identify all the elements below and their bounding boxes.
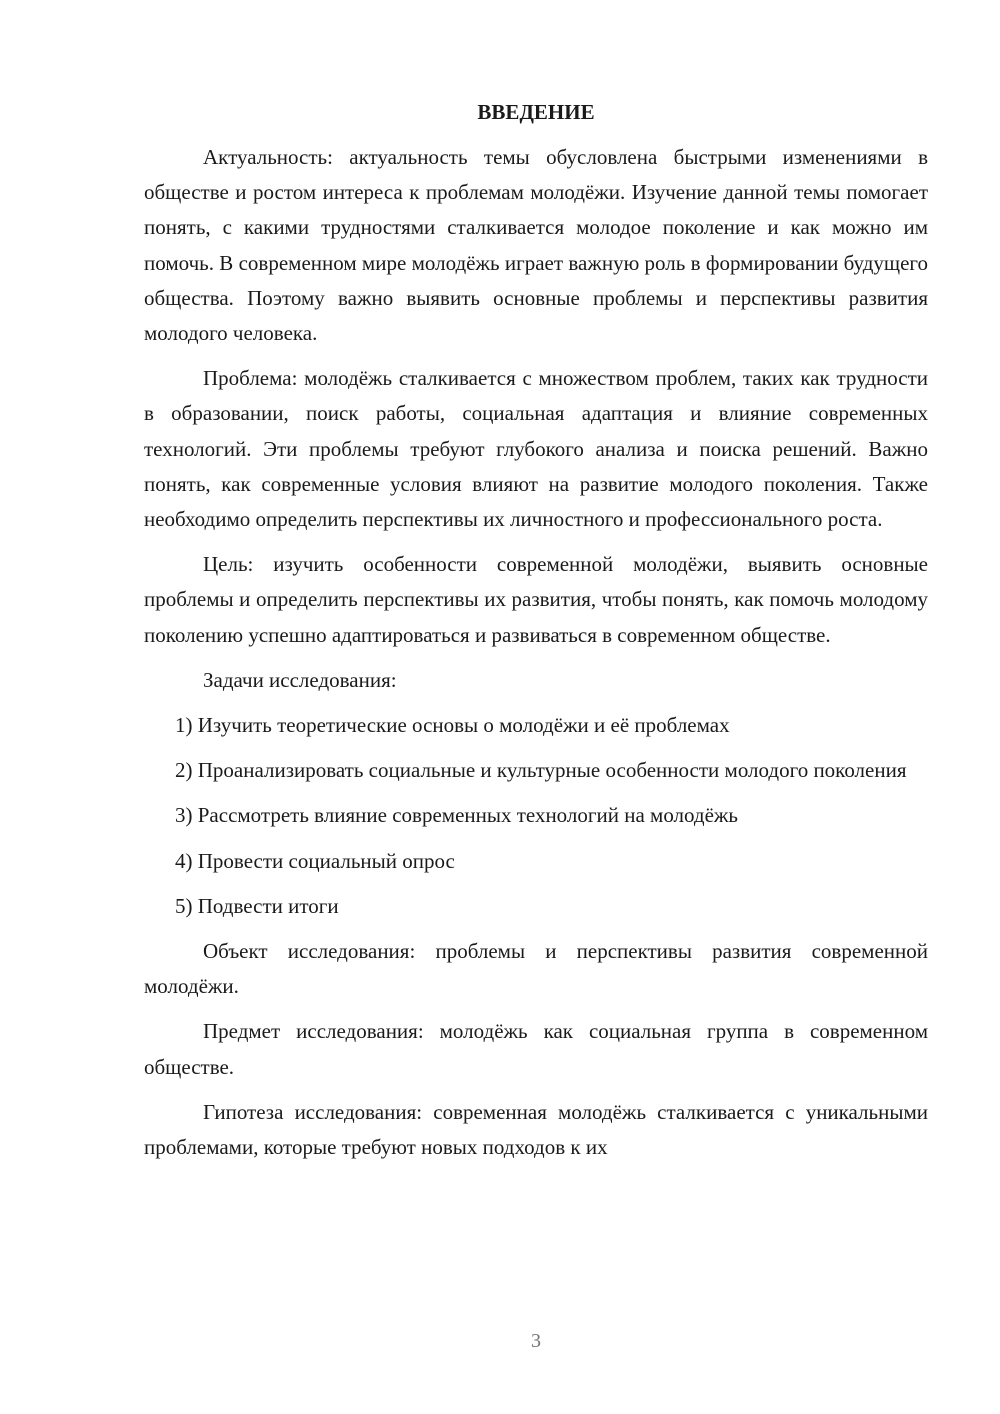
page-number: 3: [531, 1330, 541, 1352]
page-content: [144, 95, 928, 1175]
task-item-2: 2) Проанализировать социальные и культурные особенности молодого поколения: [175, 758, 907, 783]
paragraph-goal: Цель: изучить особенности современной молодёжи, выявить основные проблемы и определить перспективы их развития, чтобы понять, как помочь молодому поколению успешно адаптироваться и развиваться в современном обществе.: [144, 552, 928, 647]
paragraph-object: Объект исследования: проблемы и перспективы развития современной молодёжи.: [144, 939, 928, 999]
paragraph-problem: Проблема: молодёжь сталкивается с множеством проблем, таких как трудности в образовании, поиск работы, социальная адаптация и влияние современных технологий. Эти проблемы требуют глубокого анализа и поиска решений. Важно понять, как современные условия влияют на развитие молодого поколения. Также необходимо определить перспективы их личностного и профессионального роста.: [144, 366, 928, 532]
paragraph-hypothesis: Гипотеза исследования: современная молодёжь сталкивается с уникальными проблемами, которые требуют новых подходов к их: [144, 1099, 928, 1160]
task-item-4: 4) Провести социальный опрос: [175, 848, 455, 873]
task-item-3: 3) Рассмотреть влияние современных технологий на молодёжь: [175, 803, 739, 828]
paragraph-subject: Предмет исследования: молодёжь как социальная группа в современном обществе.: [144, 1019, 928, 1079]
paragraph-relevance: Актуальность: актуальность темы обусловлена быстрыми изменениями в обществе и ростом интереса к проблемам молодёжи. Изучение данной темы помогает понять, с какими трудностями сталкивается молодое поколение и как можно им помочь. В современном мире молодёжь играет важную роль в формировании будущего общества. Поэтому важно выявить основные проблемы и перспективы развития молодого человека.: [144, 145, 928, 346]
tasks-heading: Задачи исследования:: [203, 667, 397, 692]
task-item-1: 1) Изучить теоретические основы о молодёжи и её проблемах: [175, 713, 730, 738]
section-title: ВВЕДЕНИЕ: [477, 100, 595, 124]
task-item-5: 5) Подвести итоги: [175, 893, 339, 918]
